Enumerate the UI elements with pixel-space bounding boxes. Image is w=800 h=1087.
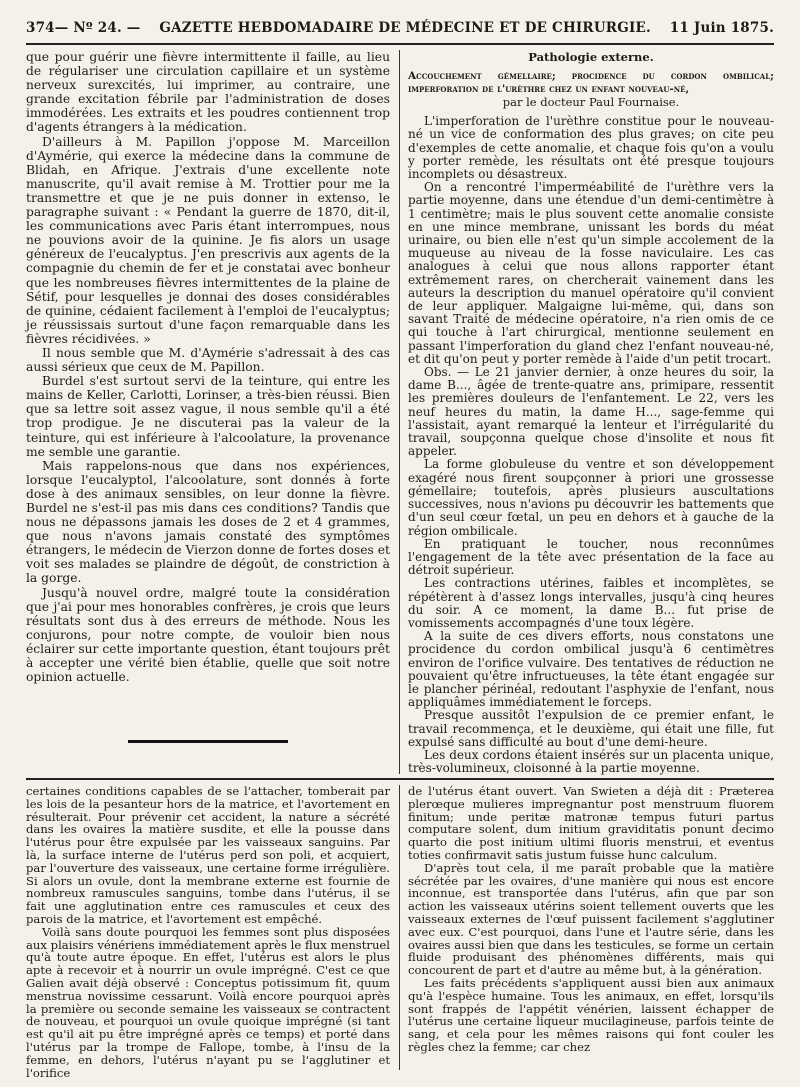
paragraph: Les contractions utérines, faibles et incomplètes, se répétèrent à d'assez longs intervalles, jusqu'à cinq heures du soir. A ce moment, la dame B... fut prise de vomissements accompagnés d'une toux légère.: [408, 576, 774, 630]
paragraph: L'imperforation de l'urèthre constitue pour le nouveau-né un vice de conformation des plus graves; on cite peu d'exemples de cette anomalie, et chaque fois qu'on a voulu y porter remède, les résultats ont été presque toujours incomplets ou désastreux.: [408, 114, 774, 182]
issue-number: — Nº 24. —: [54, 20, 141, 36]
left-column-bottom: [26, 784, 390, 1080]
right-column-bottom: [408, 785, 774, 1070]
paragraph: En pratiquant le toucher, nous reconnûmes l'engagement de la tête avec présentation de la face au détroit supérieur.: [408, 536, 774, 578]
article-author: par le docteur Paul Fournaise.: [502, 95, 680, 109]
section-heading: Pathologie externe.: [528, 50, 654, 64]
issue-date: 11 Juin 1875.: [669, 20, 774, 36]
paragraph: Il nous semble que M. d'Aymérie s'adressait à des cas aussi sérieux que ceux de M. Papillon.: [26, 345, 390, 375]
paragraph: Presque aussitôt l'expulsion de ce premier enfant, le travail recommença, et le deuxième, qui était une fille, fut expulsé sans difficulté au bout d'une demi-heure.: [408, 708, 774, 749]
article-title: Accouchement gémellaire; procidence du cordon ombilical; imperforation de l'urèthre chez un enfant nouveau-né,: [408, 70, 774, 95]
newspaper-page: [26, 20, 774, 1080]
paragraph: Voilà sans doute pourquoi les femmes sont plus disposées aux plaisirs vénériens immédiatement après le flux menstruel qu'à toute autre époque. En effet, l'utérus est alors le plus apte à recevoir et à nourrir un ovule imprégné. C'est ce que Galien avait déjà observé : Conceptus potissimum fit, quum menstrua novissime cessarunt. Voilà encore pourquoi après la première ou seconde semaine les vaisseaux se contractent de nouveau, et pourquoi un ovule quoique imprégné (si tant est qu'il ait pu être imprégné après ce temps) et porté dans l'utérus par la trompe de Fallope, tombe, à l'insu de la femme, en dehors, l'utérus n'ayant pu se l'agglutiner et l'orifice: [26, 924, 390, 1080]
paragraph: Les deux cordons étaient insérés sur un placenta unique, très-volumineux, cloisonné à la partie moyenne.: [408, 747, 774, 776]
top-section: [26, 50, 774, 774]
column-divider: [399, 785, 400, 1070]
paragraph: Obs. — Le 21 janvier dernier, à onze heures du soir, la dame B..., âgée de trente-quatre ans, primipare, ressentit les premières douleurs de l'enfantement. Le 22, vers les neuf heures du matin, la dame H..., sage-femme qui l'assistait, ayant remarqué la lenteur et l'irrégularité du travail, soupçonna quelque chose d'insolite et nous fit appeler.: [408, 365, 774, 459]
section-end-rule: [128, 740, 288, 743]
paragraph: de l'utérus étant ouvert. Van Swieten a déjà dit : Præterea plerœque mulieres impregnantur post menstruum fluorem finitum; unde peritæ matronæ tempus futuri partus computare solent, dum initium graviditatis ponunt decimo quarto die post initium ultimi fluoris menstrui, et eventus toties confirmavit satis justum fuisse hunc calculum.: [408, 784, 774, 862]
paragraph: D'après tout cela, il me paraît probable que la matière sécrétée par les ovaires, d'une manière qui nous est encore inconnue, est transportée dans l'utérus, afin que par son action les vaisseaux utérins soient tellement ouverts que les vaisseaux externes de l'œuf puissent facilement s'agglutiner avec eux. C'est pourquoi, dans l'une et l'autre série, dans les ovaires aussi bien que dans les testicules, se forme un certain fluide produisant des phénomènes différents, mais qui concourent de part et d'autre au même but, à la génération.: [408, 860, 774, 978]
column-divider: [399, 50, 400, 774]
journal-title: GAZETTE HEBDOMADAIRE DE MÉDECINE ET DE CHIRURGIE.: [159, 20, 651, 36]
paragraph: D'ailleurs à M. Papillon j'oppose M. Marceillon d'Aymérie, qui exerce la médecine dans la commune de Blidah, en Afrique. J'extrais d'une excellente note manuscrite, qu'il avait remise à M. Trottier pour me la transmettre et que je ne puis donner in extenso, le paragraphe suivant : « Pendant la guerre de 1870, dit-il, les communications avec Paris étant interrompues, nous ne pouvions avoir de la quinine. Je fis alors un usage généreux de l'eucalyptus. J'en prescrivis aux agents de la compagnie du chemin de fer et je constatai avec bonheur que les nombreuses fièvres intermittentes de la plaine de Sétif, pour lesquelles je donnai des doses considérables de quinine, cédaient facilement à l'emploi de l'eucalyptus; je réussissais surtout d'une façon remarquable dans les fièvres récidivées. »: [26, 134, 390, 346]
bottom-section: [26, 784, 774, 1080]
paragraph: La forme globuleuse du ventre et son développement exagéré nous firent soupçonner à priori une grossesse gémellaire; toutefois, après plusieurs auscultations successives, nous n'avions pu découvrir les battements que d'un seul cœur fœtal, un peu en dehors et à gauche de la région ombilicale.: [408, 457, 774, 538]
page-header: [26, 20, 774, 45]
paragraph: Jusqu'à nouvel ordre, malgré toute la considération que j'ai pour mes honorables confrères, je crois que leurs résultats sont dus à des erreurs de méthode. Nous les conjurons, pour notre compte, de vouloir bien nous éclairer sur cette importante question, étant toujours prêt à accepter une vérité bien établie, quelle que soit notre opinion actuelle.: [26, 585, 390, 685]
paragraph: On a rencontré l'imperméabilité de l'urèthre vers la partie moyenne, dans une étendue d'un demi-centimètre à 1 centimètre; mais le plus souvent cette anomalie consiste en une mince membrane, unissant les bords du méat urinaire, ou bien elle n'est qu'un simple accolement de la muqueuse au niveau de la fosse naviculaire. Les cas analogues à celui que nous allons rapporter étant extrêmement rares, on chercherait vainement dans les auteurs la description du manuel opératoire qu'il convient de leur appliquer. Malgaigne lui-même, qui, dans son savant Traité de médecine opératoire, n'a rien omis de ce qui touche à l'art chirurgical, mentionne seulement en passant l'imperforation du gland chez l'enfant nouveau-né, et dit qu'on peut y porter remède à l'aide d'un petit trocart.: [408, 180, 774, 366]
paragraph: certaines conditions capables de se l'attacher, tomberait par les lois de la pesanteur hors de la matrice, et l'avortement en résulterait. Pour prévenir cet accident, la nature a sécrété dans les ovaires la matière susdite, et elle la pousse dans l'utérus pour être expulsée par les vaisseaux sanguins. Par là, la surface interne de l'utérus perd son poli, et acquiert, par l'ouverture des vaisseaux, une certaine forme irrégulière. Si alors un ovule, dont la membrane externe est fournie de nombreux ramuscules sanguins, tombe dans l'utérus, il se fait une agglutination entre ces ramuscules et ceux des parois de la matrice, et l'avortement est empêché.: [26, 784, 390, 926]
paragraph: A la suite de ces divers efforts, nous constatons une procidence du cordon ombilical jusqu'à 6 centimètres environ de l'orifice vulvaire. Des tentatives de réduction ne pouvaient qu'être infructueuses, la tête étant engagée sur le plancher périnéal, redoutant l'asphyxie de l'enfant, nous appliquâmes immédiatement le forceps.: [408, 629, 774, 710]
paragraph: Mais rappelons-nous que dans nos expériences, lorsque l'eucalyptol, l'alcoolature, sont donnés à forte dose à des animaux sensibles, on leur donne la fièvre. Burdel ne s'est-il pas mis dans ces conditions? Tandis que nous ne dépassons jamais les doses de 2 et 4 grammes, que nous n'avons jamais constaté des symptômes étrangers, le médecin de Vierzon donne de fortes doses et voit ses malades se plaindre de dégoût, de constriction à la gorge.: [26, 458, 390, 586]
paragraph: que pour guérir une fièvre intermittente il faille, au lieu de régulariser une circulation capillaire et un système nerveux surexcités, lui imprimer, au contraire, une grande excitation fébrile par l'administration de doses immodérées. Les extraits et les poudres contiennent trop d'agents étrangers à la médication.: [26, 50, 390, 135]
left-column-top: [26, 50, 390, 743]
paragraph: Burdel s'est surtout servi de la teinture, qui entre les mains de Keller, Carlotti, Lorinser, a très-bien réussi. Bien que sa lettre soit assez vague, il nous semble qu'il a été trop prodigue. Je ne discuterai pas la valeur de la teinture, qui est inférieure à l'alcoolature, la provenance me semble une garantie.: [26, 374, 390, 459]
paragraph: Les faits précédents s'appliquent aussi bien aux animaux qu'à l'espèce humaine. Tous les animaux, en effet, lorsqu'ils sont frappés de l'appétit vénérien, laissent échapper de l'utérus une certaine liqueur mucilagineuse, parfois teinte de sang, et cela pour les mêmes raisons qui font couler les règles chez la femme; car chez: [408, 975, 774, 1054]
section-divider: [26, 778, 774, 780]
right-column-top: [408, 50, 774, 775]
page-number: 374: [26, 20, 55, 36]
